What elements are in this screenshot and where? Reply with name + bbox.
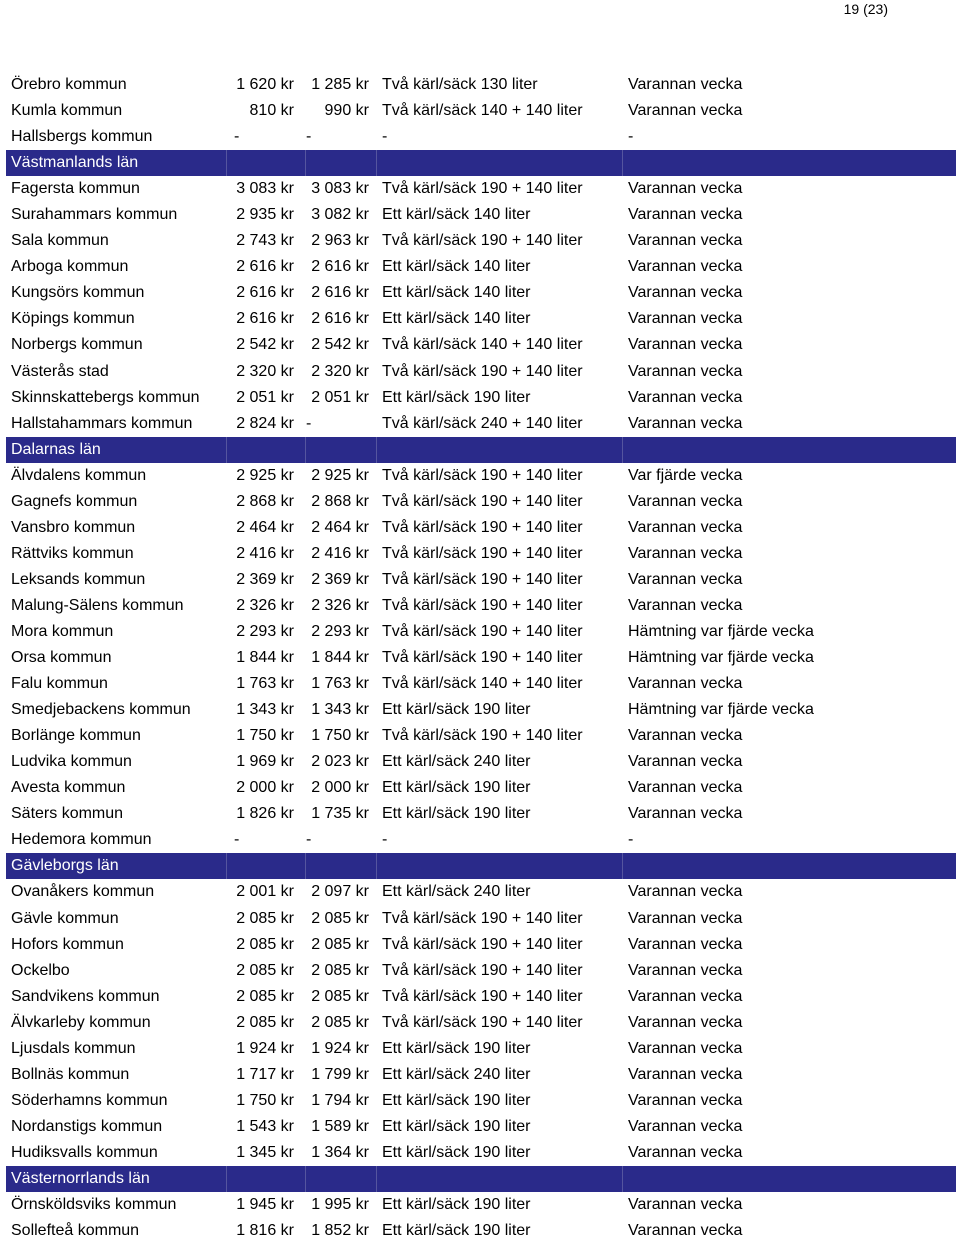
fee-b: 2 616 kr (311, 310, 369, 328)
fee-a: 1 844 kr (236, 649, 294, 667)
fee-b: 2 085 kr (311, 935, 369, 953)
page-number: 19 (23) (843, 1, 888, 17)
fee-b: 2 963 kr (311, 232, 369, 250)
collection-frequency: Varannan vecka (628, 1196, 743, 1214)
fee-b: 1 285 kr (311, 76, 369, 93)
fee-a: 2 464 kr (236, 518, 294, 536)
municipality-name: Älvdalens kommun (11, 466, 147, 484)
header-cell-divider (226, 1166, 227, 1192)
header-cell-divider (622, 150, 623, 176)
fee-a: 2 085 kr (236, 909, 294, 927)
fee-a: 2 743 kr (236, 232, 294, 250)
municipality-name: Hallsbergs kommun (11, 128, 153, 146)
municipality-name: Söderhamns kommun (11, 1091, 168, 1109)
municipality-name: Gagnefs kommun (11, 492, 138, 510)
municipality-name: Gävle kommun (11, 909, 119, 927)
collection-frequency: Varannan vecka (628, 1143, 743, 1161)
municipality-name: Örebro kommun (11, 76, 127, 93)
municipality-name: Surahammars kommun (11, 206, 178, 224)
fee-b: 1 799 kr (311, 1065, 369, 1083)
fee-b: 1 735 kr (311, 805, 369, 823)
collection-frequency: Varannan vecka (628, 1091, 743, 1109)
collection-frequency: Varannan vecka (628, 935, 743, 953)
fee-a: 2 542 kr (236, 336, 294, 354)
table-row (6, 254, 956, 280)
fee-a: 1 924 kr (236, 1039, 294, 1057)
fee-b: 2 868 kr (311, 492, 369, 510)
bin-type: Två kärl/säck 190 + 140 liter (382, 1013, 583, 1031)
table-row (6, 697, 956, 723)
fee-b: 2 085 kr (311, 987, 369, 1005)
fee-a: 2 925 kr (236, 466, 294, 484)
fee-b: 2 369 kr (311, 570, 369, 588)
collection-frequency: Varannan vecka (628, 570, 743, 588)
fee-b: 2 320 kr (311, 362, 369, 380)
municipality-name: Vansbro kommun (11, 518, 136, 536)
bin-type: Ett kärl/säck 190 liter (382, 779, 531, 797)
bin-type: Ett kärl/säck 140 liter (382, 258, 531, 276)
municipality-name: Avesta kommun (11, 779, 126, 797)
fee-b: 2 023 kr (311, 753, 369, 771)
fee-b: 2 085 kr (311, 961, 369, 979)
bin-type: Två kärl/säck 240 + 140 liter (382, 414, 583, 432)
bin-type: Ett kärl/säck 240 liter (382, 883, 531, 901)
table-row (6, 489, 956, 515)
fee-a: 3 083 kr (236, 180, 294, 198)
fee-b: 1 364 kr (311, 1143, 369, 1161)
municipality-name: Sollefteå kommun (11, 1222, 140, 1240)
table-row (6, 932, 956, 958)
fee-a: 1 750 kr (236, 1091, 294, 1109)
bin-type: Ett kärl/säck 190 liter (382, 1196, 531, 1214)
collection-frequency: Varannan vecka (628, 987, 743, 1005)
municipality-name: Sala kommun (11, 232, 109, 250)
table-row (6, 1010, 956, 1036)
fee-a: 1 750 kr (236, 727, 294, 745)
fee-b: 1 924 kr (311, 1039, 369, 1057)
header-cell-divider (226, 150, 227, 176)
fee-a: 1 343 kr (236, 701, 294, 719)
municipality-name: Leksands kommun (11, 570, 146, 588)
fee-b: 2 097 kr (311, 883, 369, 901)
header-cell-divider (305, 1166, 306, 1192)
header-cell-divider (305, 853, 306, 879)
county-name: Västmanlands län (11, 154, 139, 172)
header-cell-divider (376, 437, 377, 463)
collection-frequency: Hämtning var fjärde vecka (628, 622, 814, 640)
collection-frequency: Varannan vecka (628, 518, 743, 536)
municipality-name: Örnsköldsviks kommun (11, 1196, 177, 1214)
table-row (6, 619, 956, 645)
table-row (6, 98, 956, 124)
collection-frequency: Varannan vecka (628, 492, 743, 510)
table-row (6, 1062, 956, 1088)
table-row (6, 879, 956, 905)
bin-type: Två kärl/säck 190 + 140 liter (382, 727, 583, 745)
municipality-name: Skinnskattebergs kommun (11, 388, 200, 406)
table-row (6, 385, 956, 411)
collection-frequency: Varannan vecka (628, 414, 743, 432)
municipality-name: Sandvikens kommun (11, 987, 160, 1005)
fee-a: 2 293 kr (236, 622, 294, 640)
municipality-name: Hudiksvalls kommun (11, 1143, 158, 1161)
municipality-name: Nordanstigs kommun (11, 1117, 163, 1135)
fee-a: 1 543 kr (236, 1117, 294, 1135)
bin-type: Ett kärl/säck 240 liter (382, 753, 531, 771)
fee-a: - (234, 128, 240, 146)
header-cell-divider (305, 150, 306, 176)
municipality-name: Kumla kommun (11, 102, 123, 120)
header-cell-divider (305, 437, 306, 463)
header-cell-divider (622, 1166, 623, 1192)
municipality-name: Arboga kommun (11, 258, 129, 276)
bin-type: Två kärl/säck 140 + 140 liter (382, 675, 583, 693)
collection-frequency: Varannan vecka (628, 1039, 743, 1057)
bin-type: Två kärl/säck 190 + 140 liter (382, 544, 583, 562)
bin-type: Ett kärl/säck 190 liter (382, 701, 531, 719)
municipality-name: Smedjebackens kommun (11, 701, 191, 719)
collection-frequency: Varannan vecka (628, 1222, 743, 1240)
table-row (6, 906, 956, 932)
fee-a: 1 620 kr (236, 76, 294, 93)
bin-type: Ett kärl/säck 190 liter (382, 388, 531, 406)
table-row (6, 801, 956, 827)
municipality-name: Bollnäs kommun (11, 1065, 130, 1083)
fee-b: 990 kr (324, 102, 369, 120)
table-row (6, 593, 956, 619)
table-row (6, 567, 956, 593)
fee-a: 2 868 kr (236, 492, 294, 510)
fee-b: 2 085 kr (311, 909, 369, 927)
table-row (6, 1192, 956, 1218)
fee-b: 1 844 kr (311, 649, 369, 667)
table-row (6, 1088, 956, 1114)
collection-frequency: Varannan vecka (628, 76, 743, 93)
table-row (6, 202, 956, 228)
municipality-name: Ljusdals kommun (11, 1039, 136, 1057)
collection-frequency: Var fjärde vecka (628, 466, 743, 484)
county-header-row (6, 150, 956, 176)
bin-type: Ett kärl/säck 140 liter (382, 284, 531, 302)
fee-b: - (306, 128, 312, 146)
table-row (6, 72, 956, 98)
bin-type: Ett kärl/säck 140 liter (382, 310, 531, 328)
fee-b: 1 852 kr (311, 1222, 369, 1240)
collection-frequency: Varannan vecka (628, 232, 743, 250)
municipality-name: Fagersta kommun (11, 180, 140, 198)
table-row (6, 1114, 956, 1140)
fee-b: 1 995 kr (311, 1196, 369, 1214)
bin-type: Två kärl/säck 190 + 140 liter (382, 935, 583, 953)
bin-type: Ett kärl/säck 190 liter (382, 1222, 531, 1240)
bin-type: Ett kärl/säck 190 liter (382, 1039, 531, 1057)
header-cell-divider (622, 853, 623, 879)
bin-type: Ett kärl/säck 190 liter (382, 1091, 531, 1109)
fee-a: 2 085 kr (236, 987, 294, 1005)
table-row (6, 1218, 956, 1244)
collection-frequency: Varannan vecka (628, 779, 743, 797)
fee-b: 2 326 kr (311, 596, 369, 614)
bin-type: Två kärl/säck 190 + 140 liter (382, 180, 583, 198)
fee-b: 3 083 kr (311, 180, 369, 198)
fee-b: 2 464 kr (311, 518, 369, 536)
fee-a: 2 616 kr (236, 284, 294, 302)
bin-type: Två kärl/säck 190 + 140 liter (382, 909, 583, 927)
bin-type: Två kärl/säck 140 + 140 liter (382, 336, 583, 354)
fee-a: 2 416 kr (236, 544, 294, 562)
county-header-row (6, 1166, 956, 1192)
municipality-name: Älvkarleby kommun (11, 1013, 151, 1031)
municipality-name: Mora kommun (11, 622, 114, 640)
bin-type: Ett kärl/säck 190 liter (382, 1117, 531, 1135)
municipality-name: Rättviks kommun (11, 544, 134, 562)
bin-type: Två kärl/säck 190 + 140 liter (382, 492, 583, 510)
table-row (6, 541, 956, 567)
bin-type: Två kärl/säck 190 + 140 liter (382, 466, 583, 484)
fee-a: 810 kr (249, 102, 294, 120)
header-cell-divider (622, 437, 623, 463)
table-row (6, 645, 956, 671)
fee-a: 1 826 kr (236, 805, 294, 823)
table-row (6, 958, 956, 984)
collection-frequency: Hämtning var fjärde vecka (628, 701, 814, 719)
table-row (6, 306, 956, 332)
municipality-name: Ovanåkers kommun (11, 883, 155, 901)
collection-frequency: Varannan vecka (628, 727, 743, 745)
table-row (6, 411, 956, 437)
bin-type: Ett kärl/säck 190 liter (382, 1143, 531, 1161)
header-cell-divider (376, 1166, 377, 1192)
collection-frequency: Varannan vecka (628, 596, 743, 614)
collection-frequency: Varannan vecka (628, 284, 743, 302)
fee-b: 2 051 kr (311, 388, 369, 406)
collection-frequency: - (628, 831, 634, 849)
table-row (6, 332, 956, 358)
fee-b: 1 589 kr (311, 1117, 369, 1135)
fee-b: 1 794 kr (311, 1091, 369, 1109)
fee-a: 1 345 kr (236, 1143, 294, 1161)
municipality-name: Västerås stad (11, 362, 109, 380)
municipality-name: Kungsörs kommun (11, 284, 145, 302)
municipality-name: Borlänge kommun (11, 727, 141, 745)
collection-frequency: Varannan vecka (628, 180, 743, 198)
fee-b: 1 750 kr (311, 727, 369, 745)
municipality-name: Ludvika kommun (11, 753, 132, 771)
municipality-name: Köpings kommun (11, 310, 135, 328)
county-name: Västernorrlands län (11, 1169, 150, 1187)
collection-frequency: Varannan vecka (628, 544, 743, 562)
fee-b: 2 416 kr (311, 544, 369, 562)
header-cell-divider (226, 437, 227, 463)
fee-a: 2 935 kr (236, 206, 294, 224)
table-row (6, 827, 956, 853)
collection-frequency: - (628, 128, 634, 146)
collection-frequency: Varannan vecka (628, 961, 743, 979)
table-row (6, 359, 956, 385)
fee-a: 2 001 kr (236, 883, 294, 901)
fee-a: 2 616 kr (236, 258, 294, 276)
collection-frequency: Varannan vecka (628, 258, 743, 276)
header-cell-divider (376, 853, 377, 879)
bin-type: Två kärl/säck 190 + 140 liter (382, 362, 583, 380)
fee-a: 1 763 kr (236, 675, 294, 693)
table-row (6, 463, 956, 489)
fee-a: 2 369 kr (236, 570, 294, 588)
collection-frequency: Varannan vecka (628, 388, 743, 406)
table-row (6, 228, 956, 254)
bin-type: Två kärl/säck 190 + 140 liter (382, 987, 583, 1005)
fee-a: 2 326 kr (236, 596, 294, 614)
collection-frequency: Varannan vecka (628, 336, 743, 354)
table-row (6, 723, 956, 749)
bin-type: Två kärl/säck 190 + 140 liter (382, 232, 583, 250)
fee-b: 2 616 kr (311, 258, 369, 276)
fee-a: 2 085 kr (236, 935, 294, 953)
municipality-name: Ockelbo (11, 961, 70, 979)
collection-frequency: Varannan vecka (628, 1117, 743, 1135)
collection-frequency: Varannan vecka (628, 206, 743, 224)
collection-frequency: Varannan vecka (628, 1013, 743, 1031)
fee-b: 1 343 kr (311, 701, 369, 719)
fee-b: 2 616 kr (311, 284, 369, 302)
fee-a: 2 824 kr (236, 414, 294, 432)
table-row (6, 749, 956, 775)
municipality-fee-table (6, 72, 956, 1244)
municipality-name: Norbergs kommun (11, 336, 143, 354)
municipality-name: Hofors kommun (11, 935, 124, 953)
fee-a: 1 816 kr (236, 1222, 294, 1240)
table-row (6, 515, 956, 541)
table-row (6, 124, 956, 150)
collection-frequency: Varannan vecka (628, 675, 743, 693)
municipality-name: Orsa kommun (11, 649, 112, 667)
fee-b: - (306, 831, 312, 849)
county-name: Gävleborgs län (11, 857, 119, 875)
municipality-name: Hallstahammars kommun (11, 414, 193, 432)
bin-type: Två kärl/säck 190 + 140 liter (382, 649, 583, 667)
municipality-name: Malung-Sälens kommun (11, 596, 184, 614)
fee-a: 2 000 kr (236, 779, 294, 797)
bin-type: Två kärl/säck 190 + 140 liter (382, 961, 583, 979)
bin-type: Två kärl/säck 190 + 140 liter (382, 518, 583, 536)
collection-frequency: Varannan vecka (628, 753, 743, 771)
fee-a: 1 969 kr (236, 753, 294, 771)
fee-b: 2 000 kr (311, 779, 369, 797)
fee-b: 2 293 kr (311, 622, 369, 640)
collection-frequency: Varannan vecka (628, 310, 743, 328)
fee-b: 2 085 kr (311, 1013, 369, 1031)
bin-type: Två kärl/säck 190 + 140 liter (382, 596, 583, 614)
collection-frequency: Varannan vecka (628, 805, 743, 823)
fee-b: - (306, 414, 312, 432)
fee-a: 2 085 kr (236, 961, 294, 979)
header-cell-divider (226, 853, 227, 879)
municipality-name: Säters kommun (11, 805, 124, 823)
table-row (6, 1036, 956, 1062)
bin-type: Två kärl/säck 190 + 140 liter (382, 570, 583, 588)
fee-a: - (234, 831, 240, 849)
county-header-row (6, 437, 956, 463)
fee-a: 2 051 kr (236, 388, 294, 406)
fee-b: 2 542 kr (311, 336, 369, 354)
header-cell-divider (376, 150, 377, 176)
collection-frequency: Varannan vecka (628, 102, 743, 120)
fee-b: 1 763 kr (311, 675, 369, 693)
collection-frequency: Varannan vecka (628, 883, 743, 901)
bin-type: - (382, 831, 388, 849)
collection-frequency: Varannan vecka (628, 362, 743, 380)
municipality-name: Falu kommun (11, 675, 108, 693)
collection-frequency: Varannan vecka (628, 909, 743, 927)
bin-type: Två kärl/säck 190 + 140 liter (382, 622, 583, 640)
fee-b: 3 082 kr (311, 206, 369, 224)
fee-a: 1 717 kr (236, 1065, 294, 1083)
table-row (6, 984, 956, 1010)
table-row (6, 671, 956, 697)
fee-b: 2 925 kr (311, 466, 369, 484)
bin-type: Ett kärl/säck 140 liter (382, 206, 531, 224)
collection-frequency: Hämtning var fjärde vecka (628, 649, 814, 667)
table-row (6, 176, 956, 202)
bin-type: Ett kärl/säck 240 liter (382, 1065, 531, 1083)
bin-type: - (382, 128, 388, 146)
municipality-name: Hedemora kommun (11, 831, 152, 849)
fee-a: 2 320 kr (236, 362, 294, 380)
table-row (6, 1140, 956, 1166)
bin-type: Två kärl/säck 130 liter (382, 76, 538, 93)
fee-a: 2 616 kr (236, 310, 294, 328)
county-name: Dalarnas län (11, 440, 101, 458)
table-row (6, 775, 956, 801)
collection-frequency: Varannan vecka (628, 1065, 743, 1083)
fee-a: 1 945 kr (236, 1196, 294, 1214)
bin-type: Två kärl/säck 140 + 140 liter (382, 102, 583, 120)
table-row (6, 280, 956, 306)
fee-a: 2 085 kr (236, 1013, 294, 1031)
county-header-row (6, 853, 956, 879)
bin-type: Ett kärl/säck 190 liter (382, 805, 531, 823)
